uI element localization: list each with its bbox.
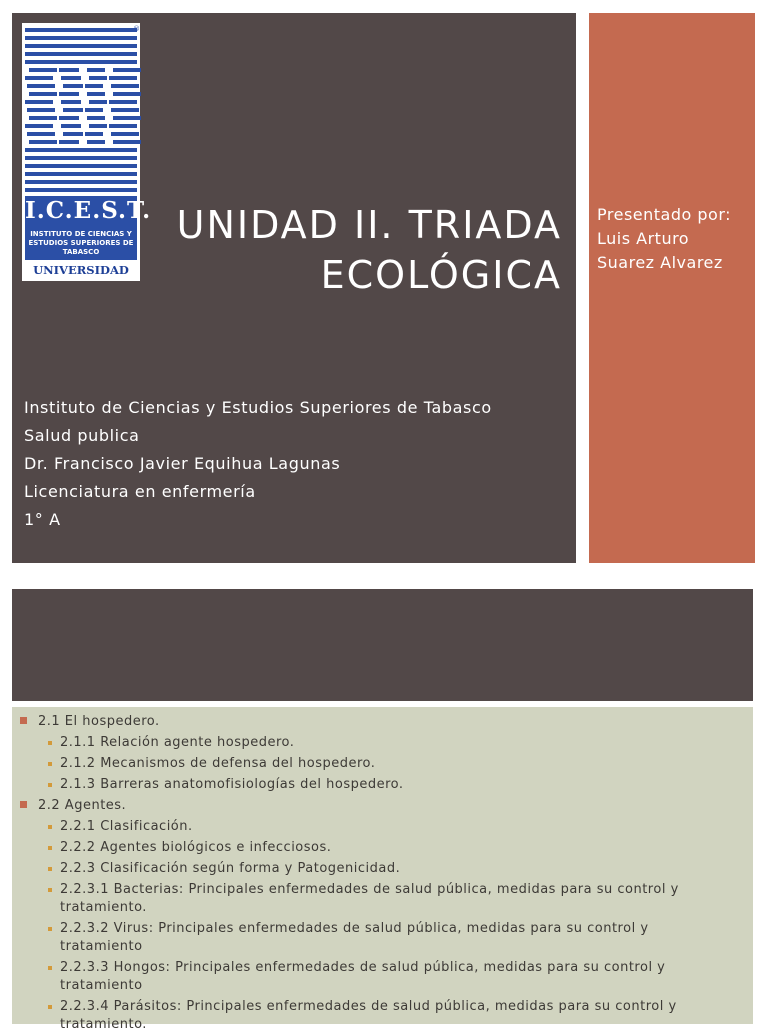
outline-subitem [12, 881, 753, 917]
outline-subitem [12, 755, 753, 773]
bullet-icon [20, 801, 27, 808]
bullet-icon [48, 741, 52, 745]
outline-item-text: 2.2.3 Clasificación según forma y Patogenicidad. [60, 861, 401, 876]
outline-item [12, 713, 753, 731]
logo-subtitle: INSTITUTO DE CIENCIAS Y ESTUDIOS SUPERIORES DE TABASCO [25, 228, 137, 260]
outline-list-wrapper [12, 710, 753, 1034]
outline-item-text: 2.2.3.2 Virus: Principales enfermedades de salud pública, medidas para su control y tratamiento [60, 921, 649, 954]
bullet-icon [48, 927, 52, 931]
bullet-icon [48, 966, 52, 970]
bullet-icon [48, 762, 52, 766]
bullet-icon [48, 846, 52, 850]
outline-item-text: 2.2.3.4 Parásitos: Principales enfermedades de salud pública, medidas para su control y tratamiento. [60, 999, 677, 1032]
group-name: 1° A [24, 510, 61, 529]
topic-outline [12, 713, 753, 1034]
bullet-icon [20, 717, 27, 724]
outline-item-text: 2.2.2 Agentes biológicos e infecciosos. [60, 840, 332, 855]
outline-subitem [12, 998, 753, 1034]
course-info [24, 396, 544, 536]
outline-item-text: 2.1.1 Relación agente hospedero. [60, 735, 295, 750]
outline-subitem [12, 776, 753, 794]
institute-name: Instituto de Ciencias y Estudios Superiores de Tabasco [24, 398, 492, 417]
outline-subitem [12, 860, 753, 878]
slide-title-line2: ECOLÓGICA [320, 253, 562, 297]
bullet-icon [48, 888, 52, 892]
outline-item-text: 2.2.3.1 Bacterias: Principales enfermedades de salud pública, medidas para su control y tratamiento. [60, 882, 679, 915]
outline-subitem [12, 818, 753, 836]
outline-item-text: 2.2 Agentes. [38, 798, 127, 813]
outline-subitem [12, 839, 753, 857]
outline-item [12, 797, 753, 815]
presenter-text: Presentado por: Luis Arturo Suarez Alvarez [597, 205, 731, 272]
icest-logo [22, 23, 152, 281]
logo-universidad: UNIVERSIDAD [25, 260, 137, 280]
bullet-icon [48, 825, 52, 829]
outline-item-text: 2.2.1 Clasificación. [60, 819, 193, 834]
bullet-icon [48, 783, 52, 787]
slide-title [150, 200, 562, 300]
outline-subitem [12, 920, 753, 956]
logo-name: I.C.E.S.T. [25, 196, 137, 228]
outline-item-text: 2.1 El hospedero. [38, 714, 160, 729]
bullet-icon [48, 867, 52, 871]
subject-name: Salud publica [24, 426, 140, 445]
slide-title-line1: UNIDAD II. TRIADA [176, 203, 562, 247]
registered-mark: ® [133, 25, 140, 33]
outline-subitem [12, 959, 753, 995]
outline-item-text: 2.1.2 Mecanismos de defensa del hospedero. [60, 756, 376, 771]
outline-item-text: 2.1.3 Barreras anatomofisiologías del hospedero. [60, 777, 404, 792]
logo-stripes-graphic [25, 26, 137, 194]
second-slide-body [12, 707, 753, 1032]
outline-item-text: 2.2.3.3 Hongos: Principales enfermedades de salud pública, medidas para su control y tratamiento [60, 960, 666, 993]
outline-subitem [12, 734, 753, 752]
bullet-icon [48, 1005, 52, 1009]
second-slide-header [12, 589, 753, 701]
teacher-name: Dr. Francisco Javier Equihua Lagunas [24, 454, 341, 473]
degree-name: Licenciatura en enfermería [24, 482, 256, 501]
presenter-panel [589, 13, 755, 563]
